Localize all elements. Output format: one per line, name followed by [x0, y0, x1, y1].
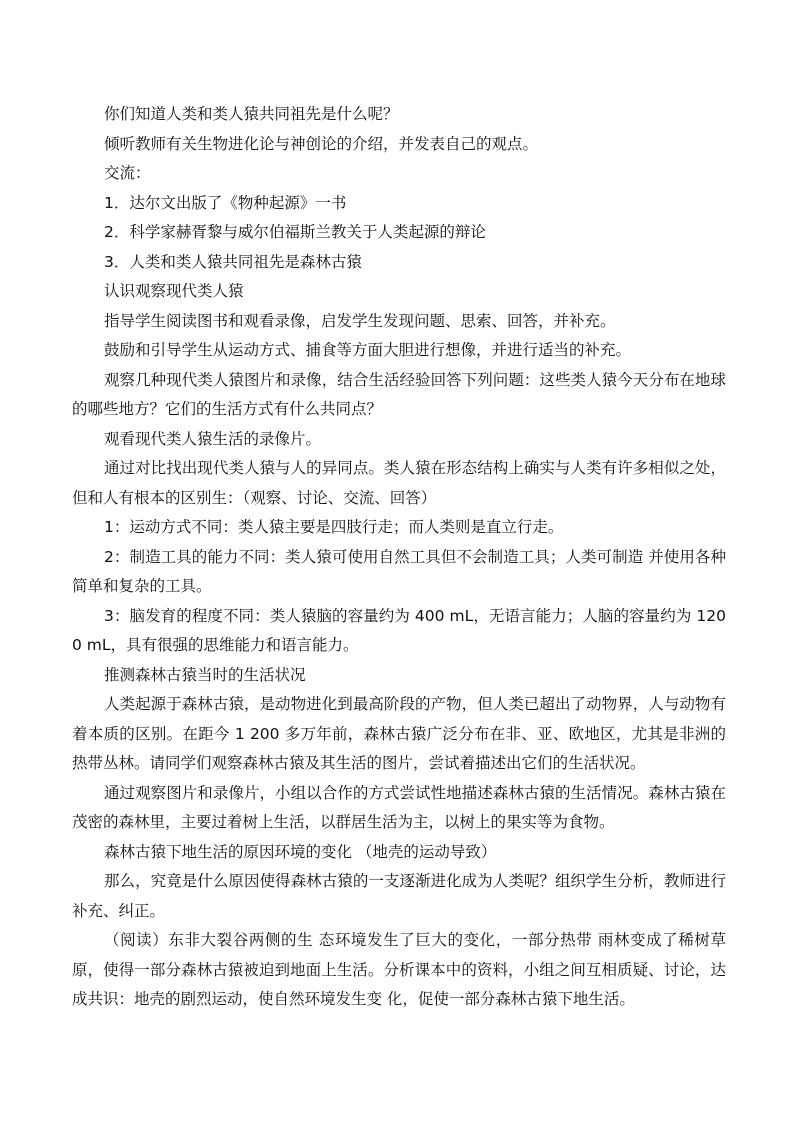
section-heading: 认识观察现代类人猿: [104, 282, 244, 300]
section-heading: 森林古猿下地生活的原因环境的变化 （地壳的运动导致）: [104, 842, 497, 861]
paragraph: 通过观察图片和录像片，小组以合作的方式尝试性地描述森林古猿的生活情况。森林古猿在茂密的森林里，主要过着树上生活，以群居生活为主，以树上的果实等为食物。: [72, 783, 726, 831]
paragraph: 交流：: [104, 164, 151, 182]
list-item: 2．科学家赫胥黎与威尔伯福斯兰教关于人类起源的辩论: [104, 223, 486, 241]
paragraph: （阅读）东非大裂谷两侧的生 态环境发生了巨大的变化，一部分热带 雨林变成了稀树草原，使得一部分森林古猿被迫到地面上生活。分析课本中的资料，小组之间互相质疑、讨论，达成共识：地壳的剧烈运动，使自然环境发生变 化，促使一部分森林古猿下地生活。: [72, 931, 726, 1008]
paragraph: 观看现代类人猿生活的录像片。: [104, 429, 322, 448]
paragraph: 通过对比找出现代类人猿与人的异同点。类人猿在形态结构上确实与人类有许多相似之处，但和人有根本的区别生：（观察、讨论、交流、回答）: [72, 459, 726, 507]
list-item: 3：脑发育的程度不同：类人猿脑的容量约为 400 mL，无语言能力；人脑的容量约为 1200 mL，具有很强的思维能力和语言能力。: [72, 606, 726, 654]
list-item: 3．人类和类人猿共同祖先是森林古猿: [104, 252, 362, 271]
paragraph: 那么，究竟是什么原因使得森林古猿的一支逐渐进化成为人类呢？组织学生分析，教师进行补充、纠正。: [72, 872, 726, 920]
list-item: 1．达尔文出版了《物种起源》一书: [104, 193, 347, 212]
paragraph: 倾听教师有关生物进化论与神创论的介绍，并发表自己的观点。: [104, 134, 539, 153]
list-item: 2：制造工具的能力不同：类人猿可使用自然工具但不会制造工具；人类可制造 并使用各种简单和复杂的工具。: [72, 547, 726, 595]
paragraph: 观察几种现代类人猿图片和录像，结合生活经验回答下列问题：这些类人猿今天分布在地球的哪些地方？它们的生活方式有什么共同点？: [72, 370, 726, 418]
list-item: 1：运动方式不同：类人猿主要是四肢行走；而人类则是直立行走。: [104, 518, 564, 536]
paragraph: 鼓励和引导学生从运动方式、捕食等方面大胆进行想像，并进行适当的补充。: [104, 341, 632, 359]
section-heading: 推测森林古猿当时的生活状况: [104, 665, 306, 684]
question-paragraph: 你们知道人类和类人猿共同祖先是什么呢？: [104, 105, 399, 123]
paragraph: 人类起源于森林古猿，是动物进化到最高阶段的产物，但人类已超出了动物界，人与动物有着本质的区别。在距今 1 200 多万年前，森林古猿广泛分布在非、亚、欧地区，尤其是非洲的热带丛林。请同学们观察森林古猿及其生活的图片，尝试着描述出它们的生活状况。: [72, 695, 726, 772]
paragraph: 指导学生阅读图书和观看录像，启发学生发现问题、思索、回答，并补充。: [104, 311, 616, 330]
document-body: [72, 100, 726, 1015]
